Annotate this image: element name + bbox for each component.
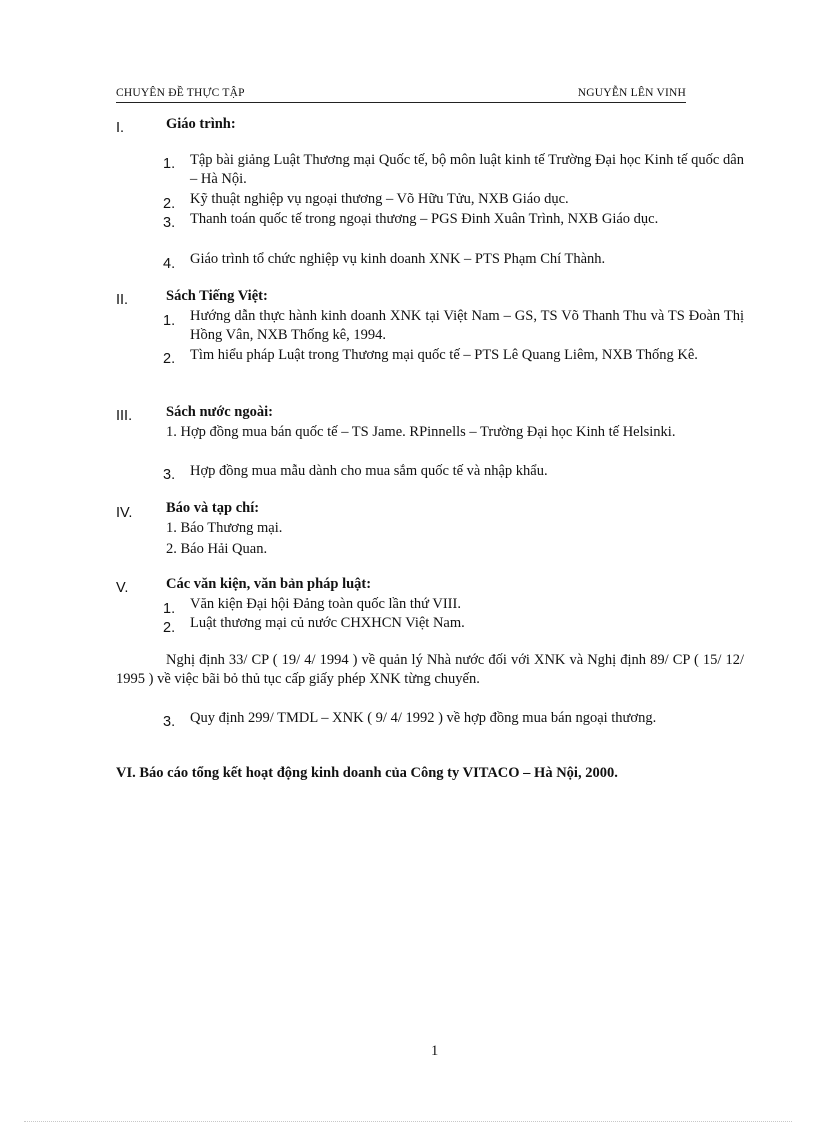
list-item-number: 3. xyxy=(163,467,176,483)
newspaper-item: 2. Báo Hải Quan. xyxy=(166,541,268,557)
newspaper-item: 1. Báo Thương mại. xyxy=(166,520,283,536)
section-1-number: I. xyxy=(116,120,125,136)
header-right: NGUYỄN LÊN VINH xyxy=(577,87,686,99)
section-5-title: Các văn kiện, văn bản pháp luật: xyxy=(166,576,372,592)
list-item-number: 3. xyxy=(163,215,176,231)
list-item-text: Hướng dẫn thực hành kinh doanh XNK tại Việt Nam – GS, TS Võ Thanh Thu và TS Đoàn Thị Hồng Vân, NXB Thống kê, 1994. xyxy=(190,308,744,343)
list-item-text: Quy định 299/ TMDL – XNK ( 9/ 4/ 1992 ) về hợp đồng mua bán ngoại thương. xyxy=(190,710,657,726)
foreign-book-paragraph: 1. Hợp đồng mua bán quốc tế – TS Jame. RPinnells – Trường Đại học Kinh tế Helsinki. xyxy=(166,424,676,440)
list-item-text: Hợp đồng mua mẫu dành cho mua sắm quốc tế và nhập khẩu. xyxy=(190,463,548,479)
list-item-number: 2. xyxy=(163,196,176,212)
section-3-title: Sách nước ngoài: xyxy=(166,404,273,420)
header-left: CHUYÊN ĐỀ THỰC TẬP xyxy=(116,87,245,99)
section-4-title: Báo và tạp chí: xyxy=(166,500,260,516)
list-item-text: Tập bài giảng Luật Thương mại Quốc tế, bộ môn luật kinh tế Trường Đại học Kinh tế quốc dân – Hà Nội. xyxy=(190,152,744,187)
page-bottom-divider xyxy=(24,1121,792,1122)
list-item-number: 2. xyxy=(163,620,176,636)
list-item-number: 1. xyxy=(163,156,176,172)
list-item-number: 4. xyxy=(163,256,176,272)
page-header xyxy=(116,86,686,103)
list-item-text: Giáo trình tổ chức nghiệp vụ kinh doanh XNK – PTS Phạm Chí Thành. xyxy=(190,251,606,267)
section-5-number: V. xyxy=(116,580,129,596)
section-6-title: VI. Báo cáo tổng kết hoạt động kinh doanh của Công ty VITACO – Hà Nội, 2000. xyxy=(116,765,618,781)
section-2-number: II. xyxy=(116,292,129,308)
section-3-number: III. xyxy=(116,408,133,424)
list-item-number: 1. xyxy=(163,313,176,329)
list-item-text: Tìm hiểu pháp Luật trong Thương mại quốc tế – PTS Lê Quang Liêm, NXB Thống Kê. xyxy=(190,347,698,363)
list-item-text: Văn kiện Đại hội Đảng toàn quốc lần thứ VIII. xyxy=(190,596,461,612)
section-1-title: Giáo trình: xyxy=(166,116,236,132)
page-number: 1 xyxy=(431,1043,439,1059)
section-2-title: Sách Tiếng Việt: xyxy=(166,288,268,304)
list-item-text: Kỹ thuật nghiệp vụ ngoại thương – Võ Hữu Tửu, NXB Giáo dục. xyxy=(190,191,569,207)
list-item-number: 3. xyxy=(163,714,176,730)
section-4-number: IV. xyxy=(116,505,133,521)
decree-paragraph: Nghị định 33/ CP ( 19/ 4/ 1994 ) về quản lý Nhà nước đối với XNK và Nghị định 89/ CP ( 15/ 12/ 1995 ) về việc bãi bỏ thủ tục cấp giấy phép XNK từng chuyến. xyxy=(116,652,744,687)
list-item-text: Luật thương mại củ nước CHXHCN Việt Nam. xyxy=(190,615,465,631)
list-item-text: Thanh toán quốc tế trong ngoại thương – PGS Đinh Xuân Trình, NXB Giáo dục. xyxy=(190,211,659,227)
list-item-number: 1. xyxy=(163,601,176,617)
list-item-number: 2. xyxy=(163,351,176,367)
